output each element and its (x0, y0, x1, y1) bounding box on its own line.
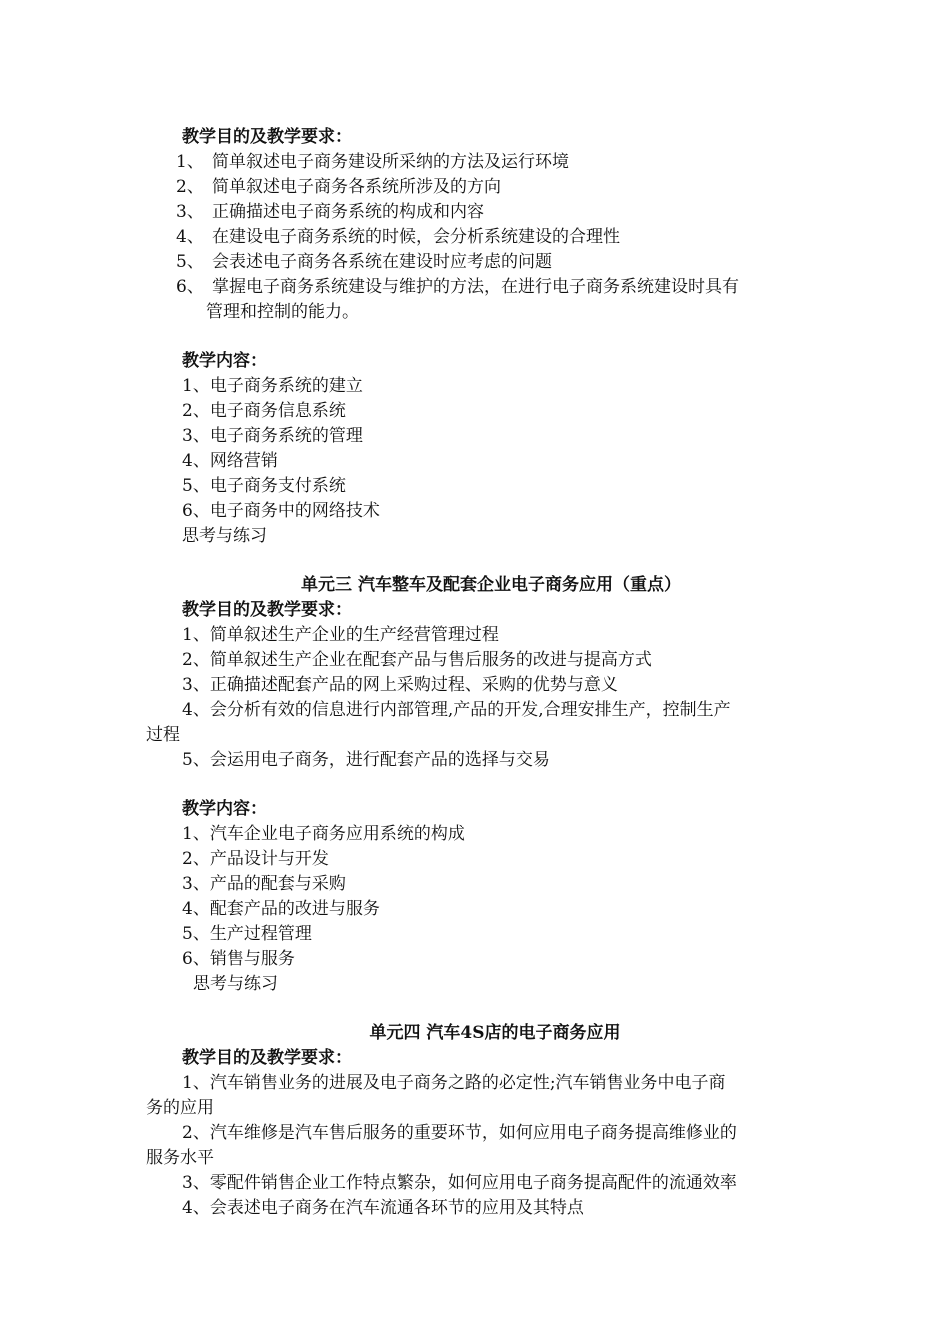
s1-item-6-text: 掌握电子商务系统建设与维护的方法，在进行电子商务系统建设时具有 (212, 277, 739, 297)
unit3-heading: 教学目的及教学要求： (182, 600, 352, 620)
unit3-content-1: 1、汽车企业电子商务应用系统的构成 (182, 824, 465, 844)
s1-content-5: 5、电子商务支付系统 (182, 476, 346, 496)
unit3-practice: 思考与练习 (193, 974, 278, 994)
unit4-item-3: 3、零配件销售企业工作特点繁杂，如何应用电子商务提高配件的流通效率 (182, 1173, 737, 1193)
s1-item-4-num: 4、 (176, 227, 204, 247)
unit3-content-6: 6、销售与服务 (182, 949, 295, 969)
s1-heading: 教学目的及教学要求： (182, 127, 352, 147)
s1-item-5-num: 5、 (176, 252, 204, 272)
s1-item-6-num: 6、 (176, 277, 204, 297)
s1-item-3-text: 正确描述电子商务系统的构成和内容 (212, 202, 484, 222)
unit3-content-4: 4、配套产品的改进与服务 (182, 899, 380, 919)
unit4-item-4: 4、会表述电子商务在汽车流通各环节的应用及其特点 (182, 1198, 584, 1218)
unit3-content-5: 5、生产过程管理 (182, 924, 312, 944)
s1-item-2-num: 2、 (176, 177, 204, 197)
unit4-item-1-cont: 务的应用 (146, 1098, 214, 1118)
s1-item-6 (176, 276, 739, 298)
s1-content-4: 4、网络营销 (182, 451, 278, 471)
unit3-item-2: 2、简单叙述生产企业在配套产品与售后服务的改进与提高方式 (182, 650, 652, 670)
unit3-content-heading: 教学内容： (182, 799, 267, 819)
s1-item-5 (176, 251, 552, 273)
s1-item-6-cont: 管理和控制的能力。 (206, 302, 359, 322)
s1-item-4 (176, 226, 620, 248)
s1-item-1-text: 简单叙述电子商务建设所采纳的方法及运行环境 (212, 152, 569, 172)
s1-item-1-num: 1、 (176, 152, 204, 172)
s1-content-heading: 教学内容： (182, 351, 267, 371)
s1-item-4-text: 在建设电子商务系统的时候，会分析系统建设的合理性 (212, 227, 620, 247)
unit3-item-5: 5、会运用电子商务，进行配套产品的选择与交易 (182, 750, 550, 770)
unit3-item-1: 1、简单叙述生产企业的生产经营管理过程 (182, 625, 499, 645)
unit3-content-3: 3、产品的配套与采购 (182, 874, 346, 894)
unit4-heading: 教学目的及教学要求： (182, 1048, 352, 1068)
unit4-item-2: 2、汽车维修是汽车售后服务的重要环节，如何应用电子商务提高维修业的 (182, 1123, 737, 1143)
s1-content-1: 1、电子商务系统的建立 (182, 376, 363, 396)
unit4-item-2-cont: 服务水平 (146, 1148, 214, 1168)
unit3-content-2: 2、产品设计与开发 (182, 849, 329, 869)
unit3-item-4: 4、会分析有效的信息进行内部管理,产品的开发,合理安排生产，控制生产 (182, 700, 731, 720)
s1-item-2-text: 简单叙述电子商务各系统所涉及的方向 (212, 177, 501, 197)
s1-item-5-text: 会表述电子商务各系统在建设时应考虑的问题 (212, 252, 552, 272)
s1-content-3: 3、电子商务系统的管理 (182, 426, 363, 446)
s1-content-2: 2、电子商务信息系统 (182, 401, 346, 421)
s1-item-2 (176, 176, 501, 198)
s1-content-6: 6、电子商务中的网络技术 (182, 501, 380, 521)
unit3-title: 单元三 汽车整车及配套企业电子商务应用（重点） (301, 575, 681, 595)
unit3-item-3: 3、正确描述配套产品的网上采购过程、采购的优势与意义 (182, 675, 618, 695)
unit4-item-1: 1、汽车销售业务的进展及电子商务之路的必定性;汽车销售业务中电子商 (182, 1073, 726, 1093)
s1-item-3-num: 3、 (176, 202, 204, 222)
unit3-item-4-cont: 过程 (146, 725, 180, 745)
s1-item-3 (176, 201, 484, 223)
unit4-title: 单元四 汽车4S店的电子商务应用 (369, 1023, 621, 1043)
s1-item-1 (176, 151, 569, 173)
s1-practice: 思考与练习 (182, 526, 267, 546)
